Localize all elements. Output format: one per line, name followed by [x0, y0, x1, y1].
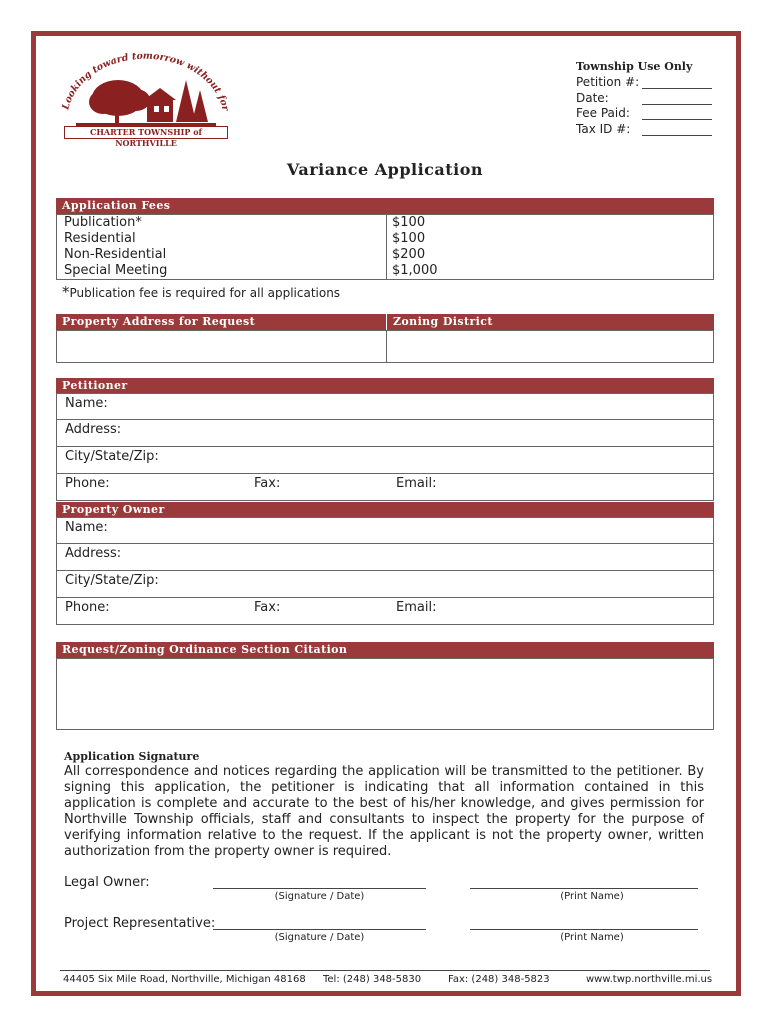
owner-phone-label: Phone: — [65, 600, 110, 615]
logo-banner: CHARTER TOWNSHIP of NORTHVILLE — [64, 126, 228, 139]
owner-name-label: Name: — [65, 520, 108, 535]
fee-label: Special Meeting — [64, 263, 168, 278]
petitioner-address-row[interactable] — [56, 420, 714, 447]
petition-field-label: Petition #: — [576, 75, 640, 89]
legal-owner-print-caption: (Print Name) — [560, 891, 624, 902]
project-rep-signature-line[interactable] — [213, 929, 426, 930]
zoning-district-input[interactable] — [386, 330, 714, 363]
fees-header: Application Fees — [56, 198, 714, 214]
owner-city-label: City/State/Zip: — [65, 573, 159, 588]
owner-address-row[interactable] — [56, 544, 714, 571]
fee-note-asterisk: * — [62, 283, 70, 301]
fee-amount: $200 — [392, 247, 426, 262]
petitioner-address-label: Address: — [65, 422, 122, 437]
footer-rule — [60, 970, 710, 971]
project-rep-signature-caption: (Signature / Date) — [274, 932, 365, 943]
signature-header: Application Signature — [64, 750, 200, 763]
fee-paid-field-line[interactable] — [642, 119, 712, 120]
petitioner-phone-label: Phone: — [65, 476, 110, 491]
legal-owner-label: Legal Owner: — [64, 875, 150, 890]
signature-paragraph: All correspondence and notices regarding the application will be transmitted to the petitioner. By signing this application, the petitioner is indicating that all information contained in this application is complete and accurate to the best of his/her knowledge, and gives permission for Northville Township officials, staff and consultants to inspect the property for the purpose of verifying information relative to the request. If the applicant is not the property owner, written authorization from the property owner is required. — [64, 764, 704, 859]
fee-amount: $100 — [392, 215, 426, 230]
date-field-line[interactable] — [642, 104, 712, 105]
fee-note — [62, 283, 340, 301]
petitioner-header: Petitioner — [56, 378, 714, 393]
zoning-district-header: Zoning District — [386, 314, 714, 330]
footer-web[interactable]: www.twp.northville.mi.us — [586, 974, 713, 985]
fee-label: Publication* — [64, 215, 142, 230]
fee-paid-field-label: Fee Paid: — [576, 106, 630, 120]
owner-city-row[interactable] — [56, 571, 714, 598]
owner-fax-label: Fax: — [254, 600, 281, 615]
petitioner-city-label: City/State/Zip: — [65, 449, 159, 464]
project-rep-label: Project Representative: — [64, 916, 216, 931]
petitioner-name-label: Name: — [65, 396, 108, 411]
project-rep-print-line[interactable] — [470, 929, 698, 930]
logo-arc-text: Looking toward tomorrow without for — [60, 50, 231, 112]
page-title: Variance Application — [286, 160, 484, 179]
request-header: Request/Zoning Ordinance Section Citation — [56, 642, 714, 658]
petitioner-city-row[interactable] — [56, 447, 714, 474]
petitioner-email-label: Email: — [396, 476, 437, 491]
township-logo — [58, 40, 233, 148]
date-field-label: Date: — [576, 91, 609, 105]
petitioner-name-row[interactable] — [56, 393, 714, 420]
request-input[interactable] — [56, 658, 714, 730]
owner-email-label: Email: — [396, 600, 437, 615]
project-rep-print-caption: (Print Name) — [560, 932, 624, 943]
owner-name-row[interactable] — [56, 517, 714, 544]
fee-label: Residential — [64, 231, 136, 246]
petitioner-contact-row[interactable] — [56, 474, 714, 501]
footer-address: 44405 Six Mile Road, Northville, Michigan 48168 — [63, 974, 306, 985]
tax-id-field-line[interactable] — [642, 135, 712, 136]
owner-contact-row[interactable] — [56, 598, 714, 625]
legal-owner-signature-caption: (Signature / Date) — [274, 891, 365, 902]
petitioner-fax-label: Fax: — [254, 476, 281, 491]
property-owner-header: Property Owner — [56, 502, 714, 517]
petition-field-line[interactable] — [642, 88, 712, 89]
footer-tel: Tel: (248) 348-5830 — [323, 974, 422, 985]
property-address-input[interactable] — [56, 330, 387, 363]
fees-divider — [386, 215, 387, 279]
legal-owner-signature-line[interactable] — [213, 888, 426, 889]
fee-label: Non-Residential — [64, 247, 167, 262]
footer-fax: Fax: (248) 348-5823 — [448, 974, 550, 985]
fees-table — [56, 214, 714, 280]
property-address-header: Property Address for Request — [56, 314, 386, 330]
tax-id-field-label: Tax ID #: — [576, 122, 631, 136]
fee-amount: $1,000 — [392, 263, 438, 278]
fee-amount: $100 — [392, 231, 426, 246]
legal-owner-print-line[interactable] — [470, 888, 698, 889]
owner-address-label: Address: — [65, 546, 122, 561]
logo-graphic — [58, 40, 233, 140]
fee-note-text: Publication fee is required for all applications — [69, 286, 341, 300]
township-use-title: Township Use Only — [576, 60, 693, 73]
